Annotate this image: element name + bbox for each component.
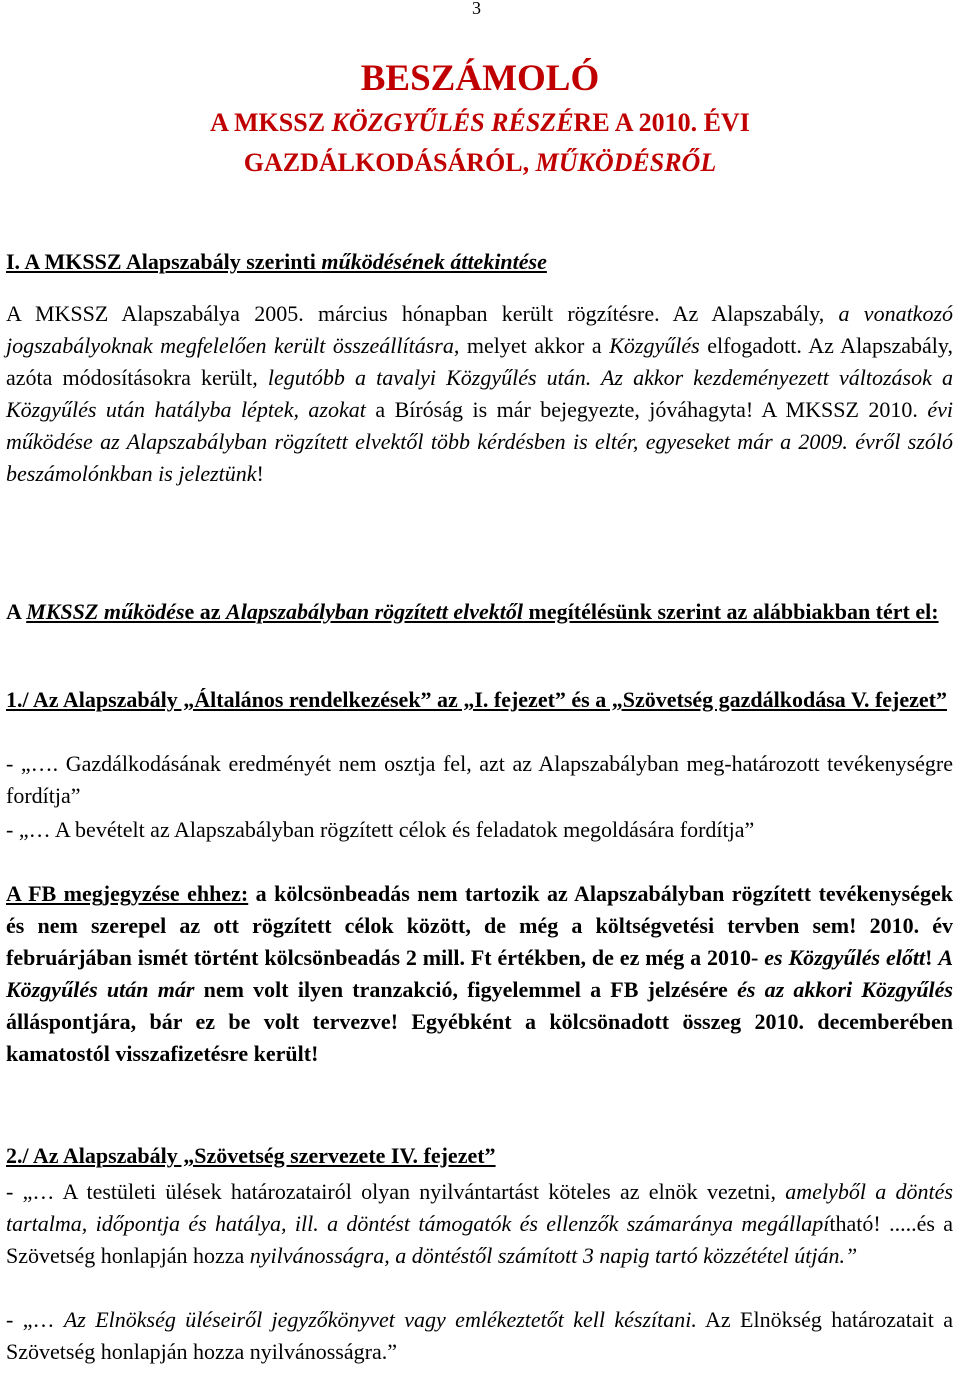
section1-heading <box>6 246 953 278</box>
point2-item2-text: - „… <box>6 1307 64 1332</box>
subtitle-part: GAZDÁLKODÁSÁRÓL, <box>243 148 536 177</box>
deviation-heading-italic: Alapszabályban rögzített elvektől <box>226 599 524 624</box>
deviation-heading-text: A <box>6 599 27 624</box>
deviation-heading-text: megítélésünk szerint az alábbiakban tért el: <box>523 599 939 624</box>
point2-heading: 2./ Az Alapszabály „Szövetség szervezete IV. fejezet” <box>6 1143 496 1168</box>
document-title: BESZÁMOLÓ <box>360 58 600 99</box>
fb-remark-italic: es Közgyűlés előtt <box>764 945 926 970</box>
document-subtitle-line2 <box>0 148 960 178</box>
section1-heading-italic: működésének áttekintése <box>321 249 547 274</box>
intro-text-italic: legutóbb a tavalyi Közgyűlés után. Az akkor kezdeményezett változások a Közgyűlés után hatályba léptek, azokat <box>6 365 953 422</box>
point2-item2-italic: Az Elnökség üléseiről jegyzőkönyvet vagy emlékeztetőt kell készítani. <box>63 1307 697 1332</box>
point1-item2: - „… A bevételt az Alapszabályban rögzített célok és feladatok megoldására fordítja” <box>6 817 755 842</box>
point2-item1-text: tható! .....és a Szövetség honlapján hozza <box>6 1211 954 1268</box>
fb-remark-italic: A Közgyűlés után már <box>6 945 953 1002</box>
intro-text: a Bíróság is már bejegyezte, jóváhagyta! A MKSSZ 2010. <box>365 397 928 422</box>
fb-remark-text: nem volt ilyen tranzakció, figyelemmel a FB jelzésére <box>194 977 738 1002</box>
fb-remark-text: ! <box>925 945 939 970</box>
intro-text-italic: évi működése az Alapszabályban rögzített elvektől több kérdésben is eltér, egyeseket már a 2009. évről szóló beszámolónkban is jeleztünk <box>6 397 953 486</box>
page-number: 3 <box>472 0 481 18</box>
fb-remark-italic: és az akkori Közgyűlés <box>737 977 953 1002</box>
point2-item1-text: - „… A testületi ülések határozatairól olyan nyilvántartást köteles az elnök vezetni, <box>6 1179 786 1204</box>
intro-text: A MKSSZ Alapszabálya 2005. március hónapban került rögzítésre. Az Alapszabály, <box>6 301 839 326</box>
section1-heading-text: I. A MKSSZ Alapszabály szerinti <box>6 249 322 274</box>
subtitle-part: A MKSSZ <box>210 108 332 137</box>
intro-text: , melyet akkor a <box>453 333 610 358</box>
point2-item1-italic: nyilvánosságra, a döntéstől számított 3 napig tartó közzététel útján.” <box>249 1243 858 1268</box>
fb-remark-label: A FB megjegyzése ehhez: <box>6 881 249 906</box>
point2-item1-italic: amelyből a döntés tartalma, időpontja és hatálya, ill. a döntést támogatók és ellenzők számaránya megállapí <box>6 1179 953 1236</box>
deviation-heading <box>6 596 953 628</box>
intro-text: elfogadott. Az Alapszabály, azóta módosításokra került, <box>6 333 953 390</box>
subtitle-part-italic: MŰKÖDÉSRŐL <box>535 148 717 177</box>
fb-remark-text: álláspontjára, bár ez be volt tervezve! Egyébként a kölcsönadott összeg 2010. decemberében kamatostól visszafizetésre került! <box>6 1009 953 1066</box>
point2-item1 <box>6 1176 953 1272</box>
document-subtitle-line1 <box>0 108 960 138</box>
point2-item2 <box>6 1304 953 1368</box>
point1-item1: - „…. Gazdálkodásának eredményét nem osztja fel, azt az Alapszabályban meg-határozott tevékenységre fordítja” <box>6 751 953 808</box>
point1-heading: 1./ Az Alapszabály „Általános rendelkezések” az „I. fejezet” és a „Szövetség gazdálkodása V. fejezet” <box>6 687 947 712</box>
deviation-heading-italic: MKSSZ működés <box>26 599 185 624</box>
fb-remark-text: a kölcsönbeadás nem tartozik az Alapszabályban rögzített tevékenységek és nem szerepel az ott rögzített célok között, de még a költségvetési tervben sem! 2010. év februárjában ismét történt kölcsönbeadás 2 mill. Ft értékben, de ez még a 2010- <box>6 881 953 970</box>
intro-text: ! <box>256 461 264 486</box>
subtitle-part-italic: KÖZGYŰLÉS RÉSZÉ <box>331 108 574 137</box>
intro-text-italic: Közgyűlés <box>609 333 700 358</box>
point2-item2-text: Az Elnökség határozatait a Szövetség honlapján hozza nyilvánosságra.” <box>6 1307 954 1364</box>
deviation-heading-text: e az <box>184 599 227 624</box>
intro-text-italic: a vonatkozó jogszabályoknak megfelelően került összeállításra <box>6 301 954 358</box>
subtitle-part: RE A 2010. ÉVI <box>573 108 750 137</box>
fb-remark-paragraph <box>6 878 953 1070</box>
intro-paragraph <box>6 298 953 490</box>
